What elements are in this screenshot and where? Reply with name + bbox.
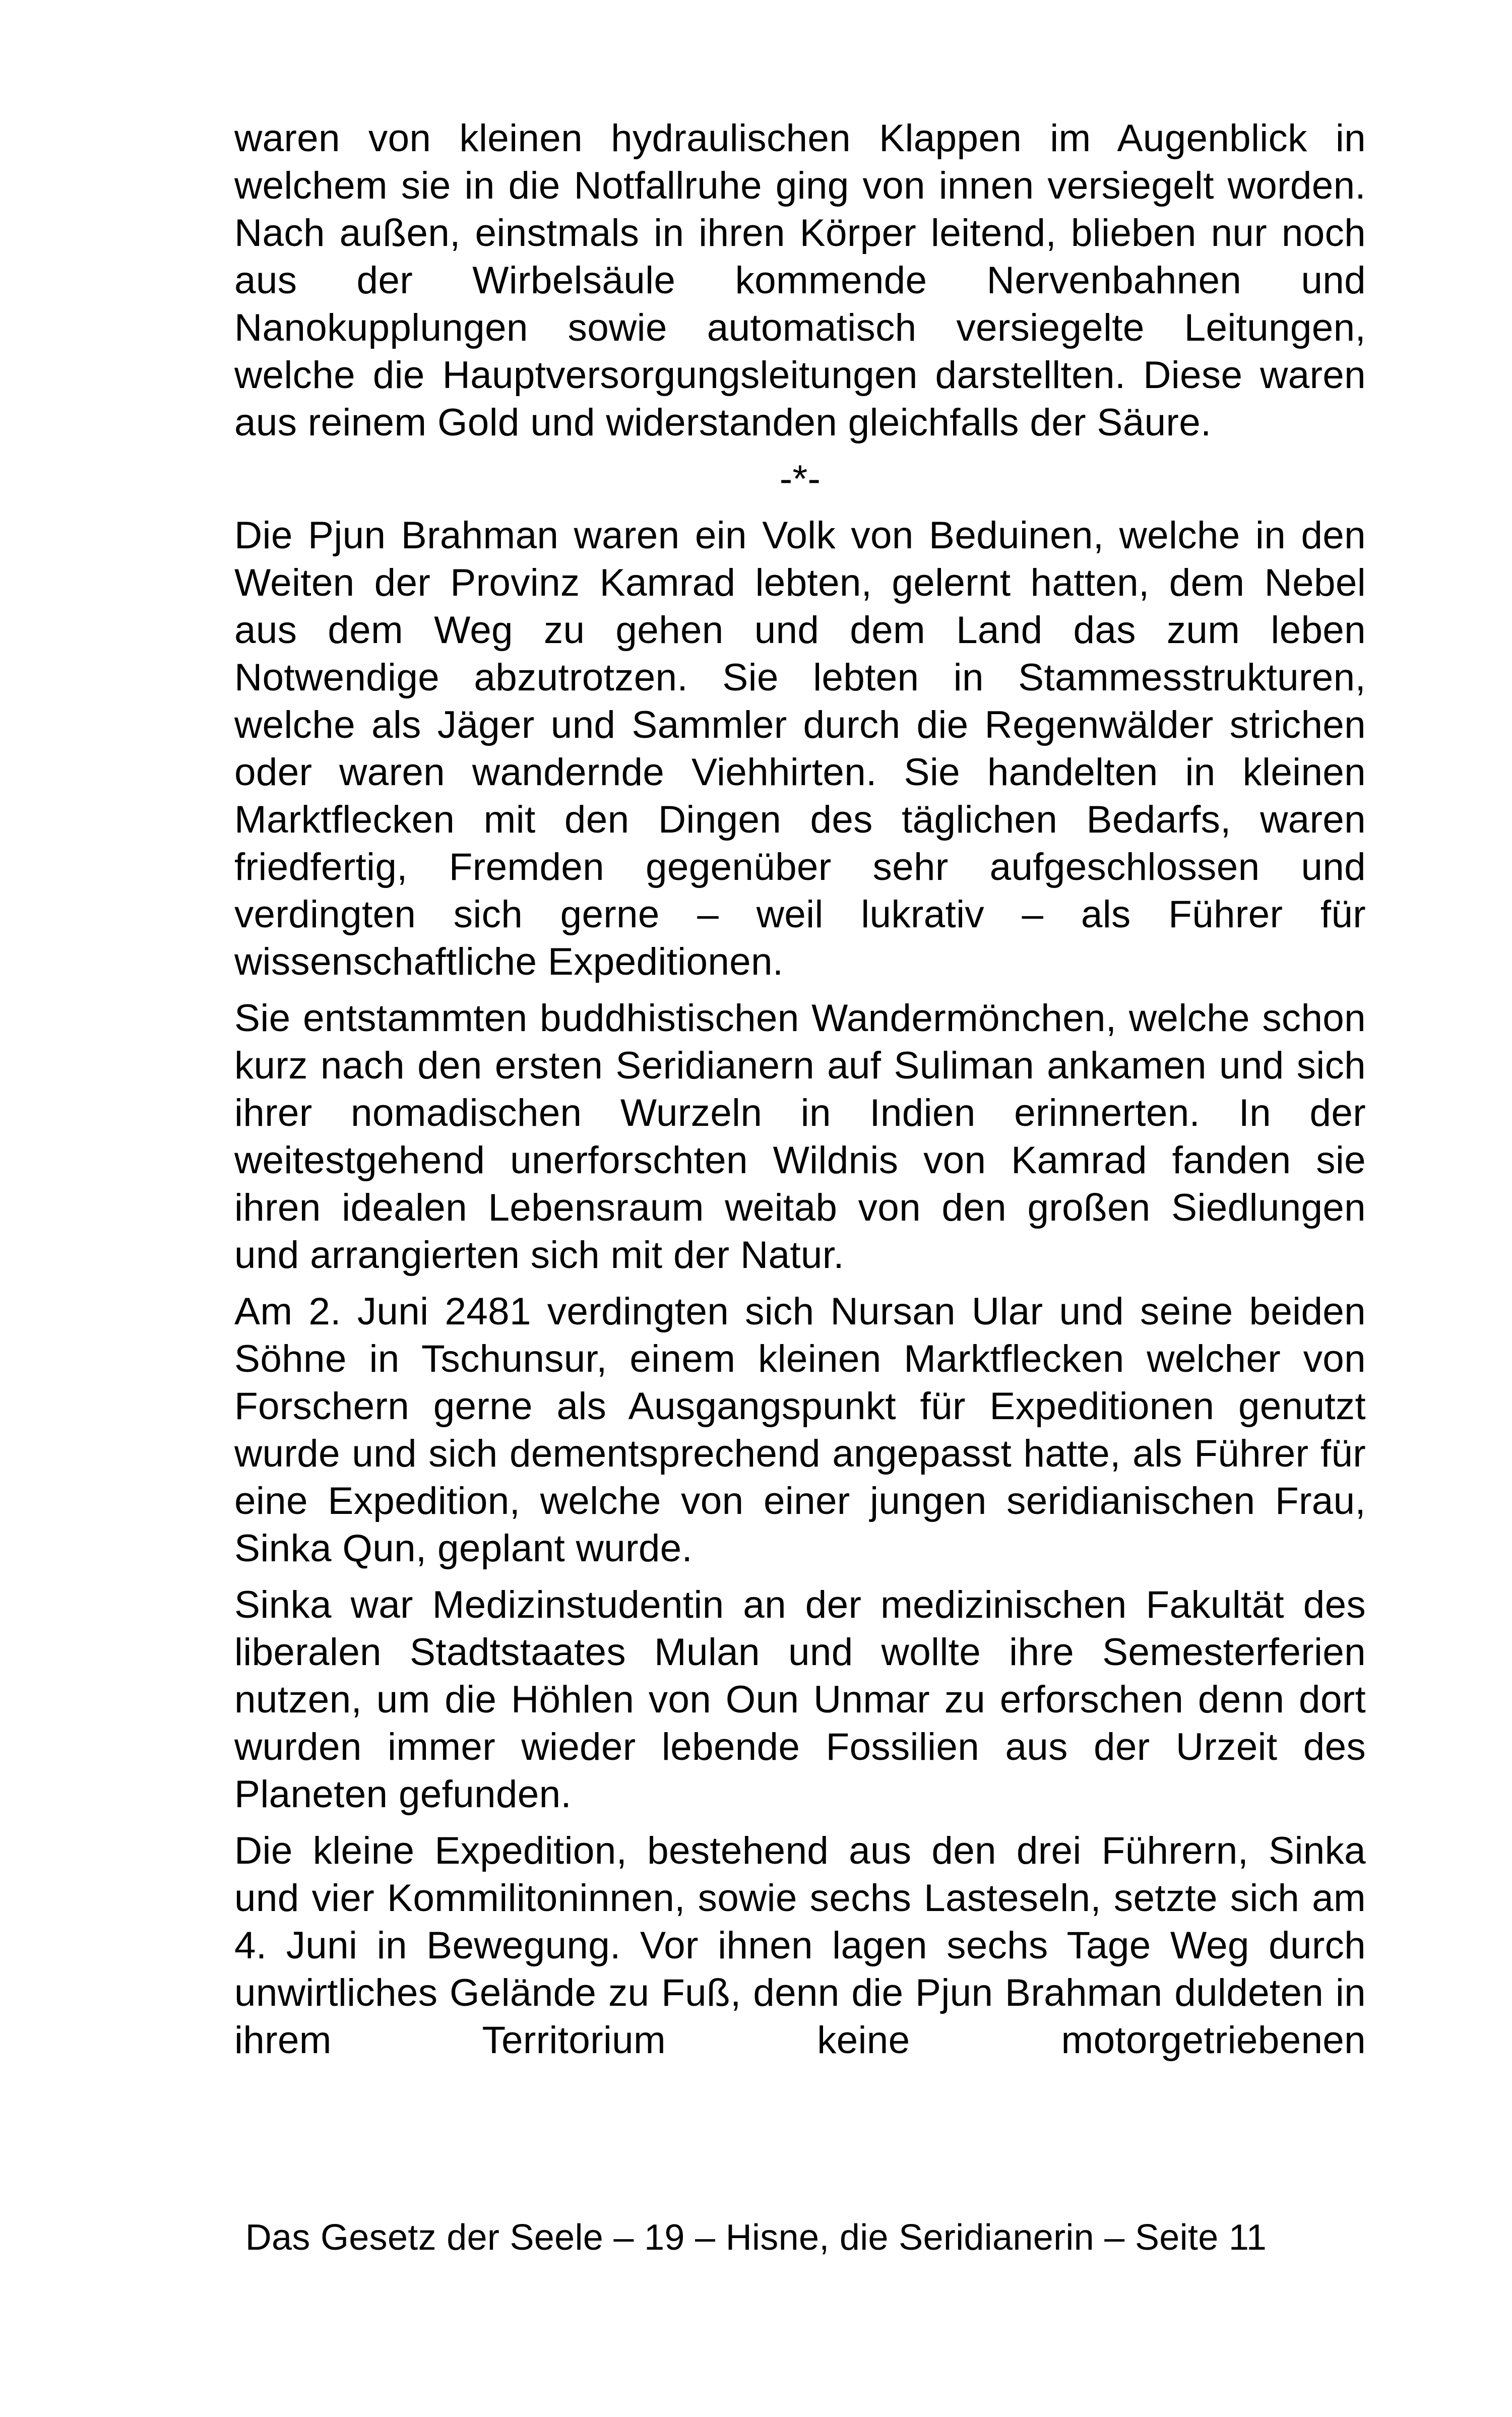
paragraph-3: Sie entstammten buddhistischen Wandermönchen, welche schon kurz nach den ersten Seridianern auf Suliman ankamen und sich ihrer nomadischen Wurzeln in Indien erinnerten. In der weitestgehend unerforschten Wildnis von Kamrad fanden sie ihren idealen Lebensraum weitab von den großen Siedlungen und arrangierten sich mit der Natur.	[234, 997, 1366, 1277]
paragraph-1: waren von kleinen hydraulischen Klappen im Augenblick in welchem sie in die Notfallruhe ging von innen versiegelt worden. Nach außen, einstmals in ihren Körper leitend, blieben nur noch aus der Wirbelsäule kommende Nervenbahnen und Nanokupplungen sowie automatisch versiegelte Leitungen, welche die Hauptversorgungsleitungen darstellten. Diese waren aus reinem Gold und widerstanden gleichfalls der Säure.	[234, 117, 1366, 444]
paragraph-2: Die Pjun Brahman waren ein Volk von Beduinen, welche in den Weiten der Provinz Kamrad lebten, gelernt hatten, dem Nebel aus dem Weg zu gehen und dem Land das zum leben Notwendige abzutrotzen. Sie lebten in Stammesstrukturen, welche als Jäger und Sammler durch die Regenwälder strichen oder waren wandernde Viehhirten. Sie handelten in kleinen Marktflecken mit den Dingen des täglichen Bedarfs, waren friedfertig, Fremden gegenüber sehr aufgeschlossen und verdingten sich gerne – weil lukrativ – als Führer für wissenschaftliche Expeditionen.	[234, 514, 1366, 983]
book-page-body	[234, 115, 1366, 2073]
paragraph-6: Die kleine Expedition, bestehend aus den drei Führern, Sinka und vier Kommilitoninnen, sowie sechs Lasteseln, setzte sich am 4. Juni in Bewegung. Vor ihnen lagen sechs Tage Weg durch unwirtliches Gelände zu Fuß, denn die Pjun Brahman duldeten in ihrem Territorium keine motorgetriebenen	[234, 1829, 1366, 2062]
paragraph-4: Am 2. Juni 2481 verdingten sich Nursan Ular und seine beiden Söhne in Tschunsur, einem kleinen Marktflecken welcher von Forschern gerne als Ausgangspunkt für Expeditionen genutzt wurde und sich dementsprechend angepasst hatte, als Führer für eine Expedition, welche von einer jungen seridianischen Frau, Sinka Qun, geplant wurde.	[234, 1290, 1366, 1570]
paragraph-5: Sinka war Medizinstudentin an der medizinischen Fakultät des liberalen Stadtstaates Mulan und wollte ihre Semesterferien nutzen, um die Höhlen von Oun Unmar zu erforschen denn dort wurden immer wieder lebende Fossilien aus der Urzeit des Planeten gefunden.	[234, 1583, 1366, 1816]
page-footer: Das Gesetz der Seele – 19 – Hisne, die Seridianerin – Seite 11	[245, 2217, 1267, 2258]
section-separator: -*-	[779, 458, 821, 500]
